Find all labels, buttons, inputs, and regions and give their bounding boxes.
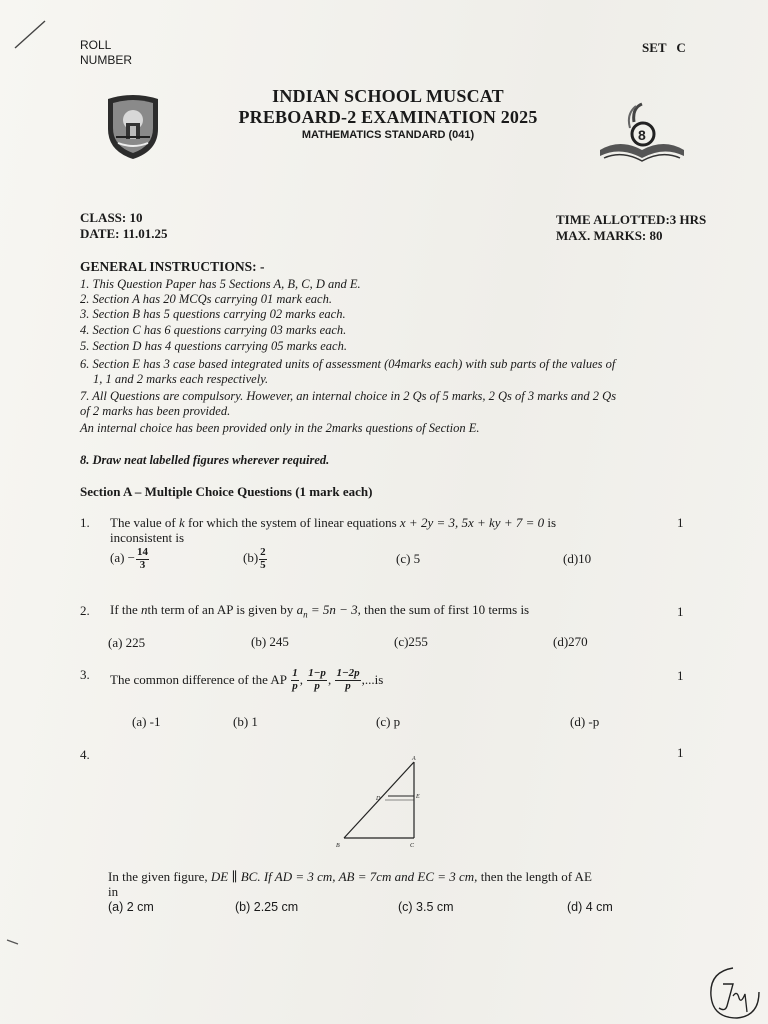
instruction-2: 2. Section A has 20 MCQs carrying 01 mark each. bbox=[80, 292, 332, 306]
date-label: DATE: 11.01.25 bbox=[80, 226, 168, 241]
q1-text-line2: inconsistent is bbox=[110, 530, 185, 545]
open-book-icon bbox=[596, 98, 688, 170]
figure-label-a: A bbox=[412, 756, 416, 762]
time-allotted-label: TIME ALLOTTED:3 HRS bbox=[556, 212, 707, 227]
set-label: SET C bbox=[642, 40, 686, 55]
q4-text-line2: in bbox=[108, 884, 119, 899]
instruction-internal-choice: An internal choice has been provided only in the 2marks questions of Section E. bbox=[80, 421, 480, 435]
q4-option-d: (d) 4 cm bbox=[567, 900, 613, 914]
class-date-block bbox=[80, 210, 168, 242]
q1-option-d: (d)10 bbox=[563, 551, 592, 566]
set-value: C bbox=[676, 40, 686, 55]
triangle-figure bbox=[300, 752, 440, 852]
svg-text:8: 8 bbox=[638, 127, 646, 143]
q4-text: In the given figure, DE ∥ BC. If AD = 3 cm, AB = 7cm and EC = 3 cm, then the length of AE bbox=[108, 869, 592, 884]
q2-marks: 1 bbox=[677, 604, 684, 619]
q4-number: 4. bbox=[80, 747, 90, 762]
q1-text: The value of k for which the system of linear equations x + 2y = 3, 5x + ky + 7 = 0 is bbox=[110, 515, 557, 530]
subject-title: MATHEMATICS STANDARD (041) bbox=[301, 129, 475, 141]
q4-marks: 1 bbox=[677, 745, 684, 760]
instruction-7: 7. All Questions are compulsory. However, an internal choice in 2 Qs of 5 marks, 2 Qs of 3 marks and 2 Qs bbox=[80, 389, 617, 403]
class-label: CLASS: 10 bbox=[80, 210, 143, 225]
figure-label-d: D bbox=[376, 796, 381, 802]
signature-mark bbox=[703, 962, 765, 1024]
figure-label-c: C bbox=[410, 843, 415, 849]
q2-option-a: (a) 225 bbox=[108, 635, 146, 650]
q1-option-c: (c) 5 bbox=[396, 551, 421, 566]
instruction-8: 8. Draw neat labelled figures wherever required. bbox=[80, 453, 330, 467]
time-marks-block bbox=[556, 212, 706, 244]
q3-number: 3. bbox=[80, 667, 90, 682]
number-label: NUMBER bbox=[80, 53, 133, 67]
pen-stroke-mark bbox=[12, 18, 48, 52]
max-marks-label: MAX. MARKS: 80 bbox=[556, 228, 663, 243]
q4-option-c: (c) 3.5 cm bbox=[398, 900, 454, 914]
q1-option-b: (b) $\frac{2}{5}$ bbox=[243, 546, 266, 571]
q3-text: The common difference of the AP $\frac{1}{p}$ , $\frac{1-p}{p}$ , $\frac{1-2p}{p}$ ,...is bbox=[110, 667, 384, 692]
q3-option-c: (c) p bbox=[376, 714, 401, 729]
q3-option-d: (d) -p bbox=[570, 714, 600, 729]
roll-label: ROLL bbox=[80, 38, 112, 52]
q2-option-c: (c)255 bbox=[394, 634, 428, 649]
instruction-6: 6. Section E has 3 case based integrated units of assessment (04marks each) with sub parts of the values of bbox=[80, 357, 616, 371]
q1-option-a: (a) − $\frac{14}{3}$ bbox=[110, 546, 149, 571]
instruction-7-cont: of 2 marks has been provided. bbox=[80, 404, 231, 418]
figure-label-e: E bbox=[416, 794, 420, 800]
instructions-title: GENERAL INSTRUCTIONS: - bbox=[80, 259, 265, 274]
q2-option-d: (d)270 bbox=[553, 634, 588, 649]
q1-number: 1. bbox=[80, 515, 90, 530]
q4-option-a: (a) 2 cm bbox=[108, 900, 154, 914]
q4-option-b: (b) 2.25 cm bbox=[235, 900, 299, 914]
instruction-1: 1. This Question Paper has 5 Sections A, B, C, D and E. bbox=[80, 277, 361, 291]
school-name: INDIAN SCHOOL MUSCAT bbox=[272, 86, 504, 106]
instruction-4: 4. Section C has 6 questions carrying 03 marks each. bbox=[80, 323, 347, 337]
instruction-3: 3. Section B has 5 questions carrying 02 marks each. bbox=[80, 307, 346, 321]
q1-marks: 1 bbox=[677, 515, 684, 530]
roll-number-label bbox=[80, 38, 132, 68]
instruction-5: 5. Section D has 4 questions carrying 05 marks each. bbox=[80, 339, 347, 353]
exam-title: PREBOARD-2 EXAMINATION 2025 bbox=[238, 107, 538, 127]
q3-marks: 1 bbox=[677, 668, 684, 683]
q2-option-b: (b) 245 bbox=[251, 634, 289, 649]
section-a-title: Section A – Multiple Choice Questions (1 mark each) bbox=[80, 484, 373, 499]
stray-mark bbox=[6, 938, 20, 946]
q2-number: 2. bbox=[80, 603, 90, 618]
figure-label-b: B bbox=[336, 843, 340, 849]
q2-text: If the nth term of an AP is given by $a_n = 5n - 3$, then the sum of first 10 terms is bbox=[110, 602, 530, 620]
q3-option-b: (b) 1 bbox=[233, 714, 258, 729]
q3-option-a: (a) -1 bbox=[132, 714, 161, 729]
instruction-6-cont: 1, 1 and 2 marks each respectively. bbox=[93, 372, 269, 386]
